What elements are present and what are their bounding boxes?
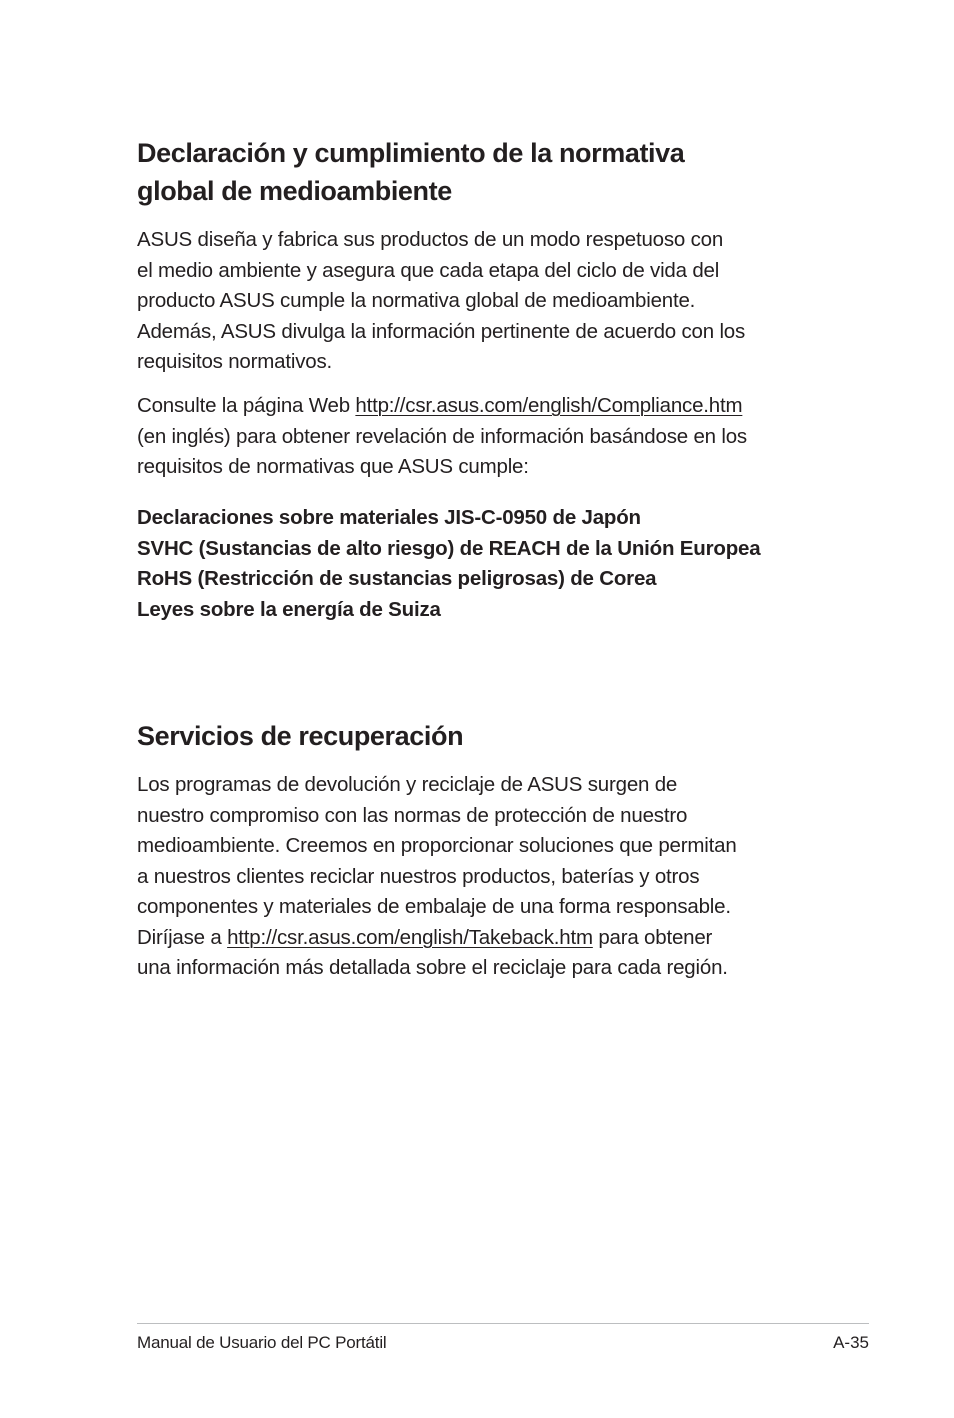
paragraph-line: ASUS diseña y fabrica sus productos de un modo respetuoso con [137, 228, 724, 251]
declaration-item: Leyes sobre la energía de Suiza [137, 597, 441, 621]
footer-divider [137, 1323, 869, 1324]
paragraph-line: el medio ambiente y asegura que cada etapa del ciclo de vida del [137, 258, 720, 282]
paragraph-line: una información más detallada sobre el reciclaje para cada región. [137, 956, 728, 979]
paragraph-line [137, 923, 737, 954]
section-title-takeback-services: Servicios de recuperación [137, 721, 464, 751]
paragraph-line: nuestro compromiso con las normas de protección de nuestro [137, 803, 688, 827]
paragraph-line: componentes y materiales de embalaje de una forma responsable. [137, 895, 731, 918]
paragraph-line: medioambiente. Creemos en proporcionar soluciones que permitan [137, 834, 737, 857]
paragraph-line: producto ASUS cumple la normativa global de medioambiente. [137, 289, 696, 312]
compliance-link[interactable]: http://csr.asus.com/english/Compliance.htm [355, 394, 743, 417]
paragraph-text: para obtener [592, 925, 713, 949]
paragraph-line: a nuestros clientes reciclar nuestros productos, baterías y otros [137, 864, 700, 888]
footer-manual-title: Manual de Usuario del PC Portátil [137, 1333, 387, 1352]
declaration-item: RoHS (Restricción de sustancias peligrosas) de Corea [137, 567, 657, 590]
paragraph-line: requisitos de normativas que ASUS cumple: [137, 455, 529, 478]
section-title-environmental-compliance [137, 134, 684, 210]
paragraph-line: Además, ASUS divulga la información pertinente de acuerdo con los [137, 319, 746, 343]
compliance-intro-paragraph [137, 225, 745, 378]
paragraph-text: Consulte la página Web [137, 394, 356, 417]
footer-page-number: A-35 [833, 1333, 869, 1352]
takeback-link[interactable]: http://csr.asus.com/english/Takeback.htm [227, 925, 593, 949]
declaration-item: Declaraciones sobre materiales JIS-C-0950 de Japón [137, 506, 641, 529]
takeback-paragraph [137, 770, 737, 984]
paragraph-line: (en inglés) para obtener revelación de información basándose en los [137, 424, 747, 448]
paragraph-line: Los programas de devolución y reciclaje de ASUS surgen de [137, 773, 678, 796]
paragraph-line [137, 391, 747, 422]
section-title-line: Declaración y cumplimiento de la normativa [137, 138, 685, 168]
declarations-list [137, 503, 760, 625]
paragraph-line: requisitos normativos. [137, 350, 332, 373]
compliance-website-paragraph [137, 391, 747, 483]
section-title-line: global de medioambiente [137, 176, 452, 206]
declaration-item: SVHC (Sustancias de alto riesgo) de REACH de la Unión Europea [137, 536, 761, 560]
paragraph-text: Diríjase a [137, 925, 228, 949]
